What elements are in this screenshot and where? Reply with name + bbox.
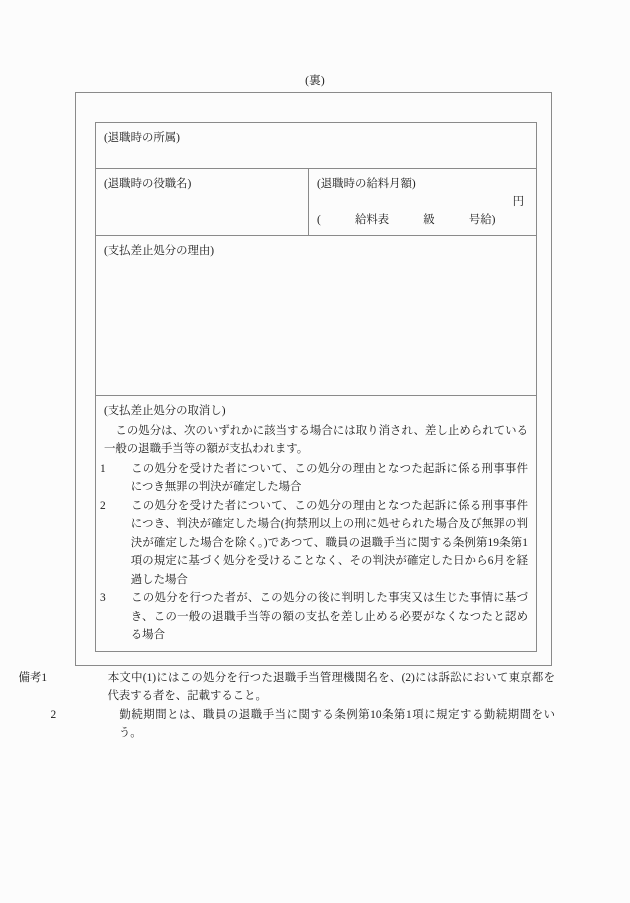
list-item-number: 2: [100, 499, 106, 512]
affiliation-label: (退職時の所属): [104, 132, 180, 144]
list-item-number: 1: [100, 462, 106, 475]
footnote-label: 備考1: [18, 672, 48, 684]
salary-grade-line: ( 給料表 級 号給): [317, 214, 496, 227]
cell-affiliation[interactable]: [96, 123, 537, 169]
table-row-affiliation: [96, 123, 537, 169]
table-row-post-and-salary: [96, 169, 537, 236]
list-item-text: この処分を受けた者について、この処分の理由となつた起訴に係る刑事事件につき、判決が確定した場合(拘禁刑以上の刑に処せられた場合及び無罪の判決が確定した場合を除く。)であつて、職員の退職手当に関する条例第19条第1項の規定に基づく処分を受けることなく、その判決が確定した日から6月を経過した場合: [130, 499, 528, 586]
cancellation-conditions-list: [100, 460, 528, 645]
cell-cancellation: [96, 396, 537, 651]
footnote-label: 2: [50, 708, 57, 721]
list-item: [100, 460, 528, 497]
footnote-item-1: [18, 669, 555, 706]
cell-post-name[interactable]: [96, 169, 309, 236]
list-item-text: この処分を受けた者について、この処分の理由となつた起訴に係る刑事事件につき無罪の判決が確定した場合: [130, 462, 528, 494]
table-row-reason: [96, 236, 537, 396]
list-item-text: この処分を行つた者が、この処分の後に判明した事実又は生じた事情に基づき、この一般の退職手当等の額の支払を差し止める必要がなくなつたと認める場合: [130, 592, 528, 642]
table-row-cancellation: [96, 396, 537, 651]
monthly-salary-label: (退職時の給料月額): [317, 178, 416, 190]
sheet-side-label: (裏): [305, 75, 325, 87]
cancellation-title: (支払差止処分の取消し): [104, 405, 226, 418]
suspension-reason-label: (支払差止処分の理由): [104, 245, 215, 258]
cell-suspension-reason[interactable]: [96, 236, 537, 396]
post-name-label: (退職時の役職名): [104, 178, 192, 190]
retirement-allowance-form-table: [95, 122, 537, 652]
salary-cell-content: [317, 176, 528, 229]
cell-monthly-salary[interactable]: [309, 169, 537, 236]
footnote-item-2: [50, 706, 555, 743]
yen-unit-label: 円: [512, 196, 524, 209]
footnotes-section: [18, 669, 555, 743]
cancellation-lead-paragraph: この処分は、次のいずれかに該当する場合には取り消され、差し止められている一般の退職手当等の額が支払われます。: [104, 425, 528, 456]
footnote-text: 勤続期間とは、職員の退職手当に関する条例第10条第1項に規定する勤続期間をいう。: [118, 708, 555, 740]
list-item-number: 3: [100, 592, 106, 605]
footnote-text: 本文中(1)にはこの処分を行つた退職手当管理機関名を、(2)には訴訟において東京都を代表する者を、記載すること。: [107, 672, 555, 703]
list-item: [100, 589, 528, 644]
list-item: [100, 497, 528, 589]
